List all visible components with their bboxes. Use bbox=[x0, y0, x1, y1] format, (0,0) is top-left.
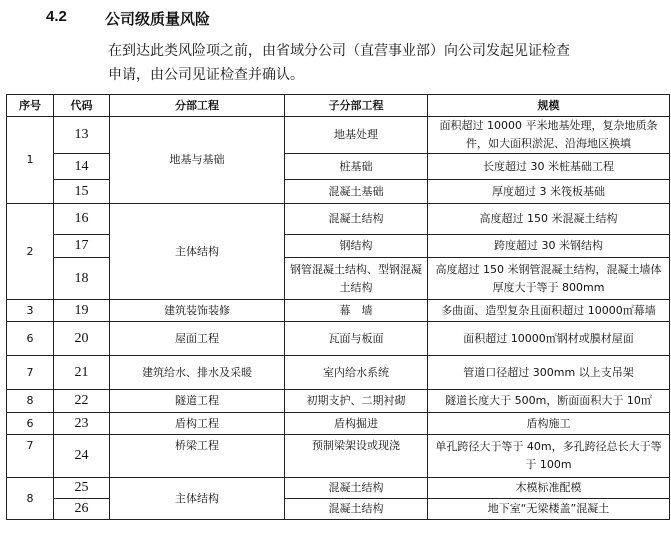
subdivision-cell: 桩基础 bbox=[285, 154, 428, 180]
scale-cell: 隧道长度大于 500m，断面面积大于 10㎡ bbox=[428, 390, 670, 413]
seq-cell: 6 bbox=[7, 322, 54, 356]
scale-cell: 多曲面、造型复杂且面积超过 10000㎡幕墙 bbox=[428, 300, 670, 322]
code-cell: 13 bbox=[54, 117, 110, 154]
seq-cell: 8 bbox=[7, 390, 54, 413]
scale-cell: 地下室“无梁楼盖”混凝土 bbox=[428, 499, 670, 520]
code-cell: 15 bbox=[54, 180, 110, 204]
division-cell: 建筑装饰装修 bbox=[110, 300, 285, 322]
table-header-row bbox=[7, 95, 670, 117]
header-seq: 序号 bbox=[7, 95, 54, 117]
table-row bbox=[7, 258, 670, 300]
scale-cell: 面积超过 10000㎡钢材或膜材屋面 bbox=[428, 322, 670, 356]
subdivision-cell: 钢结构 bbox=[285, 235, 428, 258]
code-cell: 14 bbox=[54, 154, 110, 180]
section-title: 公司级质量风险 bbox=[105, 10, 211, 28]
table-row bbox=[7, 413, 670, 435]
paragraph-line: 申请，由公司见证检查并确认。 bbox=[108, 67, 304, 83]
subdivision-cell: 混凝土结构 bbox=[285, 204, 428, 235]
code-cell: 16 bbox=[54, 204, 110, 235]
table-row bbox=[7, 322, 670, 356]
scale-cell: 高度超过 150 米混凝土结构 bbox=[428, 204, 670, 235]
table-row bbox=[7, 356, 670, 390]
table-row bbox=[7, 180, 670, 204]
code-cell: 20 bbox=[54, 322, 110, 356]
code-cell: 24 bbox=[54, 435, 110, 478]
code-cell: 21 bbox=[54, 356, 110, 390]
scale-cell: 木模标准配模 bbox=[428, 478, 670, 499]
subdivision-cell: 初期支护、二期衬砌 bbox=[285, 390, 428, 413]
division-cell: 桥梁工程 bbox=[110, 435, 285, 478]
division-cell: 主体结构 bbox=[110, 204, 285, 300]
code-cell: 19 bbox=[54, 300, 110, 322]
code-cell: 23 bbox=[54, 413, 110, 435]
scale-cell: 盾构施工 bbox=[428, 413, 670, 435]
division-cell: 主体结构 bbox=[110, 478, 285, 520]
table-row bbox=[7, 300, 670, 322]
scale-cell: 厚度超过 3 米筏板基础 bbox=[428, 180, 670, 204]
risk-table bbox=[6, 94, 670, 520]
code-cell: 25 bbox=[54, 478, 110, 499]
scale-cell: 跨度超过 30 米钢结构 bbox=[428, 235, 670, 258]
division-cell: 地基与基础 bbox=[110, 117, 285, 204]
table-row bbox=[7, 117, 670, 154]
header-code: 代码 bbox=[54, 95, 110, 117]
seq-cell: 7 bbox=[7, 435, 54, 478]
seq-cell: 2 bbox=[7, 204, 54, 300]
seq-cell: 6 bbox=[7, 413, 54, 435]
section-number: 4.2 bbox=[46, 8, 67, 25]
header-division: 分部工程 bbox=[110, 95, 285, 117]
subdivision-cell: 地基处理 bbox=[285, 117, 428, 154]
scale-cell: 面积超过 10000 平米地基处理，复杂地质条件，如大面积淤泥、沿海地区换填 bbox=[428, 117, 670, 154]
table-row bbox=[7, 435, 670, 478]
subdivision-cell: 混凝土结构 bbox=[285, 499, 428, 520]
table-row bbox=[7, 478, 670, 499]
division-cell: 隧道工程 bbox=[110, 390, 285, 413]
subdivision-cell: 混凝土结构 bbox=[285, 478, 428, 499]
code-cell: 18 bbox=[54, 258, 110, 300]
subdivision-cell: 钢管混凝土结构、型钢混凝土结构 bbox=[285, 258, 428, 300]
intro-paragraph bbox=[108, 39, 648, 87]
scale-cell: 高度超过 150 米钢管混凝土结构，混凝土墙体厚度大于等于 800mm bbox=[428, 258, 670, 300]
subdivision-cell: 室内给水系统 bbox=[285, 356, 428, 390]
header-scale: 规模 bbox=[428, 95, 670, 117]
seq-cell: 3 bbox=[7, 300, 54, 322]
table-row bbox=[7, 235, 670, 258]
subdivision-cell: 幕 墙 bbox=[285, 300, 428, 322]
scale-cell: 单孔跨径大于等于 40m，多孔跨径总长大于等于 100m bbox=[428, 435, 670, 478]
division-cell: 建筑给水、排水及采暖 bbox=[110, 356, 285, 390]
code-cell: 26 bbox=[54, 499, 110, 520]
seq-cell: 7 bbox=[7, 356, 54, 390]
division-cell: 盾构工程 bbox=[110, 413, 285, 435]
code-cell: 17 bbox=[54, 235, 110, 258]
header-subdivision: 子分部工程 bbox=[285, 95, 428, 117]
code-cell: 22 bbox=[54, 390, 110, 413]
seq-cell: 8 bbox=[7, 478, 54, 520]
table-row bbox=[7, 154, 670, 180]
scale-cell: 管道口径超过 300mm 以上支吊架 bbox=[428, 356, 670, 390]
subdivision-cell: 预制梁架设或现浇 bbox=[285, 435, 428, 478]
subdivision-cell: 瓦面与板面 bbox=[285, 322, 428, 356]
division-cell: 屋面工程 bbox=[110, 322, 285, 356]
seq-cell: 1 bbox=[7, 117, 54, 204]
table-row bbox=[7, 499, 670, 520]
table-row bbox=[7, 204, 670, 235]
scale-cell: 长度超过 30 米桩基础工程 bbox=[428, 154, 670, 180]
subdivision-cell: 混凝土基础 bbox=[285, 180, 428, 204]
paragraph-line: 在到达此类风险项之前，由省域分公司（直营事业部）向公司发起见证检查 bbox=[108, 43, 570, 59]
table-row bbox=[7, 390, 670, 413]
subdivision-cell: 盾构掘进 bbox=[285, 413, 428, 435]
